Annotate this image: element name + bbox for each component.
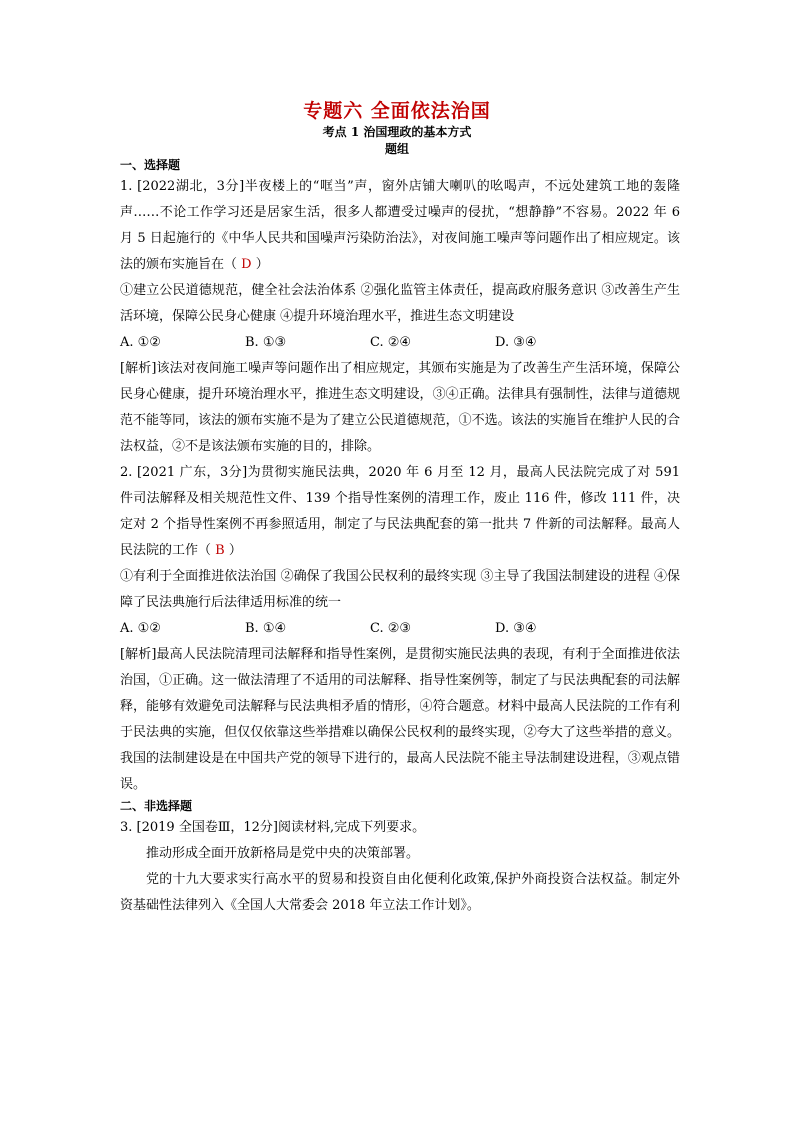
question-1-items: ①建立公民道德规范，健全社会法治体系 ②强化监管主体责任，提高政府服务意识 ③改善生产生活环境，保障公民身心健康 ④提升环境治理水平，推进生态文明建设 xyxy=(120,283,680,324)
question-1-option-b: B. ①③ xyxy=(245,335,287,350)
question-2-option-c: C. ②③ xyxy=(370,621,412,636)
question-1-analysis: [解析]该法对夜间施工噪声等问题作出了相应规定，其颁布实施是为了改善生产生活环境，保障公民身心健康，提升环境治理水平，推进生态文明建设，③④正确。法律具有强制性，法律与道德规范不能等同，该法的颁布实施不是为了建立公民道德规范，①不选。该法的实施旨在维护人民的合法权益，②不是该法颁布实施的目的，排除。 xyxy=(120,361,680,454)
question-2-answer: B xyxy=(211,543,229,558)
topic-subtitle: 考点 1 治国理政的基本方式 xyxy=(322,125,472,139)
question-1-stem-text: 1. [2022湖北，3分]半夜楼上的“哐当”声，窗外店铺大喇叭的吆喝声，不远处建筑工地的轰隆声……不论工作学习还是居家生活，很多人都遭受过噪声的侵扰，“想静静”不容易。2022 年 6 月 5 日起施行的《中华人民共和国噪声污染防治法》，对夜间施工噪声等问题作出了相应规定。该法的颁布实施旨在（ xyxy=(120,179,680,272)
question-1-option-a: A. ①② xyxy=(120,335,161,350)
question-2-items: ①有利于全面推进依法治国 ②确保了我国公民权利的最终实现 ③主导了我国法制建设的进程 ④保障了民法典施行后法律适用标准的统一 xyxy=(120,569,680,610)
section-choice-heading: 一、选择题 xyxy=(120,158,181,172)
question-3-paragraph-1: 推动形成全面开放新格局是党中央的决策部署。 xyxy=(146,846,420,861)
question-3-paragraph-2: 党的十九大要求实行高水平的贸易和投资自由化便利化政策,保护外商投资合法权益。制定外资基础性法律列入《全国人大常委会 2018 年立法工作计划》。 xyxy=(120,872,680,913)
question-2-analysis: [解析]最高人民法院清理司法解释和指导性案例，是贯彻实施民法典的表现，有利于全面推进依法治国，①正确。这一做法清理了不适用的司法解释、指导性案例等，制定了与民法典配套的司法解释，能够有效避免司法解释与民法典相矛盾的情形，④符合题意。材料中最高人民法院的工作有利于民法典的实施，但仅仅依靠这些举措难以确保公民权利的最终实现，②夸大了这些举措的意义。我国的法制建设是在中国共产党的领导下进行的，最高人民法院不能主导法制建设进程，③观点错误。 xyxy=(120,647,680,792)
question-1-option-c: C. ②④ xyxy=(370,335,412,350)
question-2-option-a: A. ①② xyxy=(120,621,161,636)
question-1-options xyxy=(120,330,620,356)
page-title: 专题六 全面依法治国 xyxy=(303,100,491,122)
question-2-stem xyxy=(120,460,680,564)
document-body xyxy=(120,157,680,919)
question-1-stem-end: ） xyxy=(255,257,269,272)
question-1-option-d: D. ③④ xyxy=(495,335,537,350)
section-nonchoice-heading: 二、非选择题 xyxy=(120,799,193,813)
question-1-stem xyxy=(120,174,680,278)
question-1-answer: D xyxy=(237,257,256,272)
group-label: 题组 xyxy=(384,142,409,156)
question-2-stem-text: 2. [2021 广东，3分]为贯彻实施民法典，2020 年 6 月至 12 月，最高人民法院完成了对 591 件司法解释及相关规范性文件、139 个指导性案例的清理工作，废止 116 件，修改 111 件，决定对 2 个指导性案例不再参照适用，制定了与民法典配套的第一批共 7 件新的司法解释。最高人民法院的工作（ xyxy=(120,465,680,558)
question-2-stem-end: ） xyxy=(228,543,242,558)
question-2-option-d: D. ③④ xyxy=(495,621,537,636)
question-3-stem: 3. [2019 全国卷Ⅲ，12分]阅读材料,完成下列要求。 xyxy=(120,820,426,835)
question-2-option-b: B. ①④ xyxy=(245,621,287,636)
question-2-options xyxy=(120,616,620,642)
